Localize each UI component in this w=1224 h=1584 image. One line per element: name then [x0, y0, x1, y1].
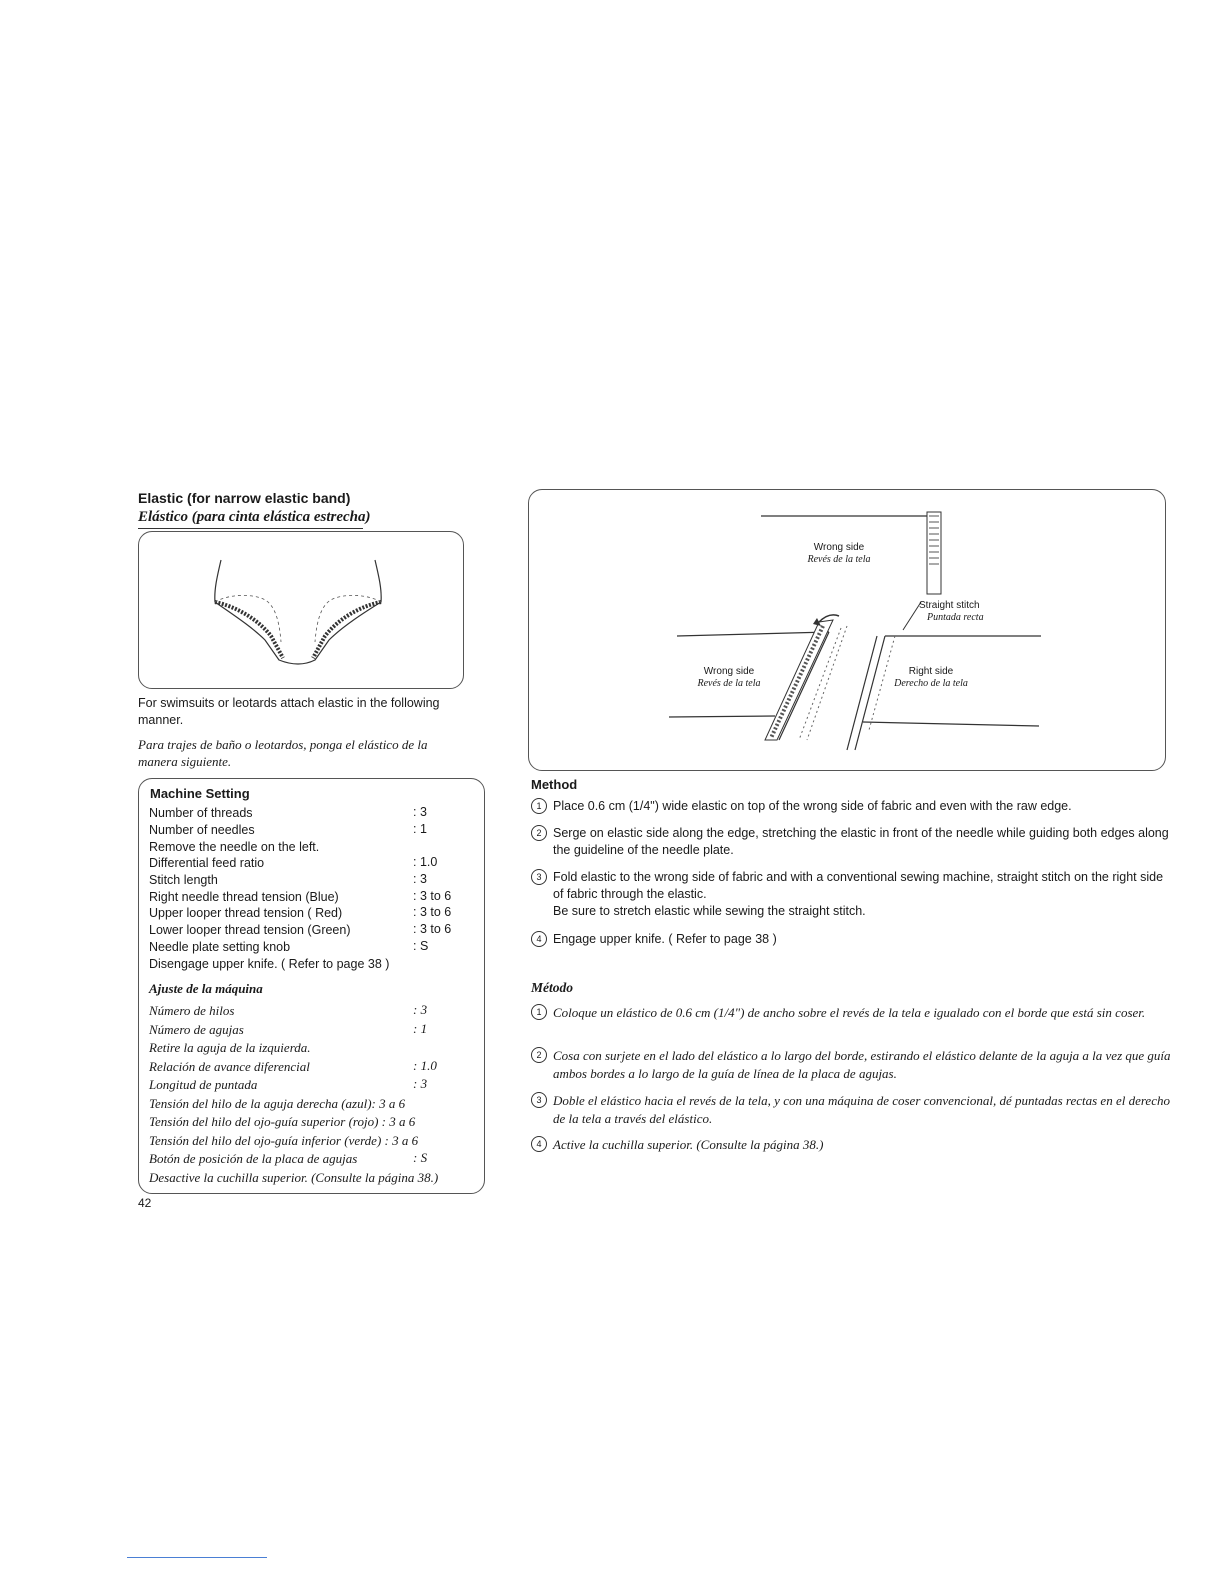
step-number: 1	[531, 1004, 547, 1020]
method-step: 1 Place 0.6 cm (1/4") wide elastic on top of the wrong side of fabric and even with the raw edge.	[531, 798, 1171, 815]
setting-value-es: : 1.0	[413, 1058, 437, 1073]
section-title: Elastic (for narrow elastic band)	[138, 490, 351, 506]
setting-row-es: Relación de avance diferencial	[149, 1059, 310, 1074]
setting-row: Remove the needle on the left.	[149, 840, 320, 854]
method-step: 4 Engage upper knife. ( Refer to page 38 )	[531, 931, 1171, 948]
step-number: 1	[531, 798, 547, 814]
swimsuit-illustration	[138, 531, 464, 689]
step-number: 4	[531, 1136, 547, 1152]
intro-text: For swimsuits or leotards attach elastic in the following manner.	[138, 696, 440, 727]
method-step: 3 Fold elastic to the wrong side of fabric and with a conventional sewing machine, straight stitch on the right side of fabric through the elastic. Be sure to stretch elastic while sewing the straight stitch.	[531, 869, 1171, 920]
setting-row-es: Número de hilos	[149, 1003, 235, 1018]
setting-row-es: Desactive la cuchilla superior. (Consulte la página 38.)	[149, 1170, 439, 1185]
swimsuit-drawing	[139, 532, 465, 690]
label-wrong-side-left-es: Revés de la tela	[697, 678, 761, 689]
section-title-es: Elástico (para cinta elástica estrecha)	[138, 509, 371, 525]
intro-text-es: Para trajes de baño o leotardos, ponga el elástico de la manera siguiente.	[138, 737, 428, 769]
step-number: 3	[531, 869, 547, 885]
metodo-step: 4 Active la cuchilla superior. (Consulte la página 38.)	[531, 1136, 1171, 1154]
metodo-step: 3 Doble el elástico hacia el revés de la tela, y con una máquina de coser convencional, dé puntadas rectas en el derecho de la tela a través del elástico.	[531, 1092, 1171, 1128]
elastic-figure-drawing	[529, 490, 1167, 772]
setting-value: : 1.0	[413, 855, 438, 869]
step-number: 3	[531, 1092, 547, 1108]
setting-row-es: Retire la aguja de la izquierda.	[149, 1040, 311, 1055]
setting-row: Upper looper thread tension ( Red)	[149, 906, 343, 920]
setting-row: Number of needles	[149, 823, 255, 837]
setting-value: : 3 to 6	[413, 889, 452, 903]
setting-row-es: Número de agujas	[149, 1022, 244, 1037]
step-number: 2	[531, 1047, 547, 1063]
setting-row: Number of threads	[149, 806, 253, 820]
setting-row-es: Tensión del hilo del ojo-guía superior (rojo) : 3 a 6	[149, 1114, 416, 1129]
setting-row: Differential feed ratio	[149, 856, 265, 870]
setting-value: : 3	[413, 805, 427, 819]
setting-row-es: Longitud de puntada	[149, 1077, 258, 1092]
label-straight-stitch: Straight stitch	[919, 600, 980, 611]
setting-value-es: : 3	[413, 1076, 428, 1091]
setting-row-es: Botón de posición de la placa de agujas	[149, 1151, 358, 1166]
title-underline	[138, 528, 363, 529]
machine-setting-heading: Machine Setting	[150, 786, 250, 801]
step-number: 2	[531, 825, 547, 841]
label-wrong-side-top-es: Revés de la tela	[807, 554, 871, 565]
setting-value-es: : S	[413, 1150, 428, 1165]
metodo-heading: Método	[531, 980, 573, 995]
setting-value: : 3 to 6	[413, 905, 452, 919]
setting-value: : 3	[413, 872, 427, 886]
setting-row: Right needle thread tension (Blue)	[149, 890, 339, 904]
method-step: 2 Serge on elastic side along the edge, stretching the elastic in front of the needle while guiding both edges along the guideline of the needle plate.	[531, 825, 1171, 859]
setting-row-es: Tensión del hilo del ojo-guía inferior (verde) : 3 a 6	[149, 1133, 419, 1148]
setting-row-es: Tensión del hilo de la aguja derecha (azul): 3 a 6	[149, 1096, 406, 1111]
elastic-figure	[528, 489, 1166, 771]
footer-line	[127, 1557, 267, 1558]
setting-value: : 1	[413, 822, 427, 836]
page-number: 42	[138, 1196, 152, 1210]
label-wrong-side-top: Wrong side	[813, 542, 865, 553]
setting-value-es: : 3	[413, 1002, 428, 1017]
machine-setting-heading-es: Ajuste de la máquina	[149, 981, 263, 996]
method-heading: Method	[531, 777, 578, 792]
method-step-note: Be sure to stretch elastic while sewing the straight stitch.	[553, 904, 866, 918]
setting-row: Disengage upper knife. ( Refer to page 38 )	[149, 957, 390, 971]
setting-row: Lower looper thread tension (Green)	[149, 923, 351, 937]
setting-value: : 3 to 6	[413, 922, 452, 936]
setting-row: Stitch length	[149, 873, 218, 887]
setting-row: Needle plate setting knob	[149, 940, 291, 954]
label-right-side-es: Derecho de la tela	[894, 678, 968, 689]
label-right-side: Right side	[908, 666, 954, 677]
metodo-step: 2 Cosa con surjete en el lado del elástico a lo largo del borde, estirando el elástico delante de la aguja a la vez que guía ambos bordes a lo largo de la guía de línea de la placa de agujas.	[531, 1047, 1171, 1083]
setting-value-es: : 1	[413, 1021, 428, 1036]
metodo-step: 1 Coloque un elástico de 0.6 cm (1/4") de ancho sobre el revés de la tela e igualado con el borde que está sin coser.	[531, 1004, 1171, 1022]
label-wrong-side-left: Wrong side	[703, 666, 755, 677]
label-straight-stitch-es: Puntada recta	[927, 612, 984, 623]
step-number: 4	[531, 931, 547, 947]
setting-value: : S	[413, 939, 429, 953]
